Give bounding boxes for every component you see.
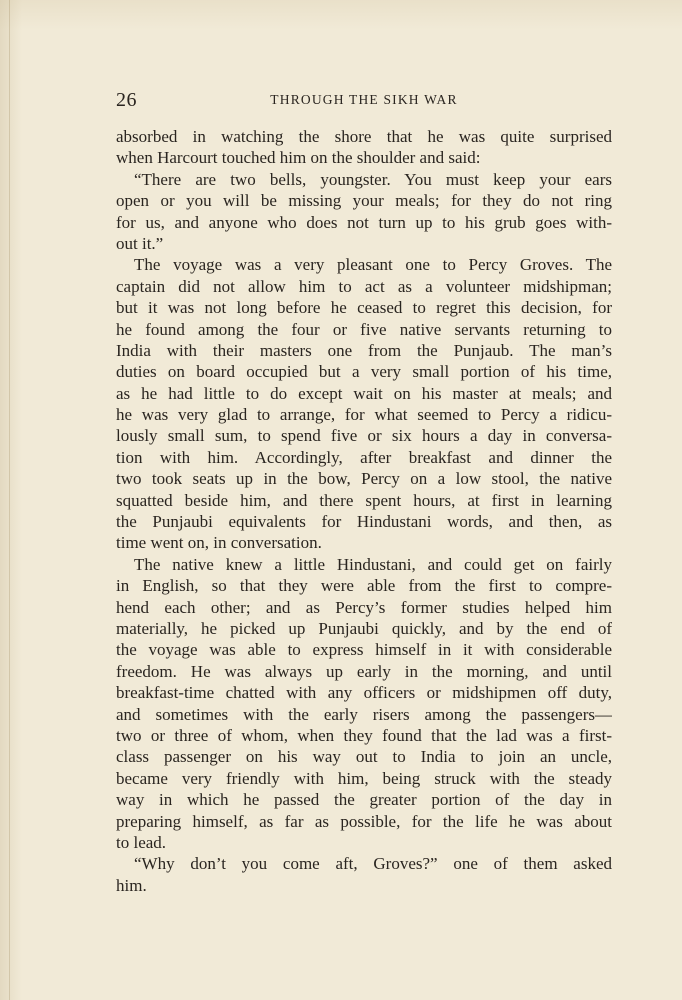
text-line: “There are two bells, youngster. You must keep your ears [134,169,612,189]
text-line: duties on board occupied but a very small portion of his time, [116,362,612,382]
running-head [116,89,612,111]
text-line: out it.” [116,233,164,253]
text-line: freedom. He was always up early in the morning, and until [116,661,612,681]
text-line: time went on, in conversation. [116,533,322,553]
text-line: India with their masters one from the Punjaub. The man’s [116,340,612,360]
running-title: THROUGH THE SIKH WAR [270,92,458,107]
text-line: “Why don’t you come aft, Groves?” one of them asked [134,854,612,874]
text-line: captain did not allow him to act as a volunteer midshipman; [116,276,612,296]
text-line: hend each other; and as Percy’s former studies helped him [116,597,612,617]
text-line: the voyage was able to express himself in it with considerable [116,640,612,660]
text-line: The native knew a little Hindustani, and could get on fairly [134,554,612,574]
text-line: to lead. [116,832,167,852]
text-line: two or three of whom, when they found that the lad was a first- [116,725,612,745]
text-line: lously small sum, to spend five or six hours a day in conversa- [116,426,612,446]
page-number: 26 [116,89,137,111]
text-line: preparing himself, as far as possible, for the life he was about [116,811,612,831]
text-line: two took seats up in the bow, Percy on a low stool, the native [116,469,612,489]
text-line: and sometimes with the early risers among the passengers— [116,704,612,724]
text-line: materially, he picked up Punjaubi quickly, and by the end of [116,618,612,638]
text-line: the Punjaubi equivalents for Hindustani words, and then, as [116,512,612,532]
text-line: way in which he passed the greater portion of the day in [116,790,612,810]
text-line: tion with him. Accordingly, after breakfast and dinner the [116,447,612,467]
text-line: when Harcourt touched him on the shoulder and said: [116,148,481,168]
text-line: absorbed in watching the shore that he was quite surprised [116,127,612,146]
body-text [116,126,612,896]
text-line: in English, so that they were able from the first to compre- [116,576,612,596]
text-line: open or you will be missing your meals; for they do not ring [116,191,612,211]
text-line: he found among the four or five native servants returning to [116,319,612,339]
page-edge-shadow [9,0,10,1000]
text-line: The voyage was a very pleasant one to Percy Groves. The [134,255,612,275]
text-line: for us, and anyone who does not turn up to his grub goes with- [116,212,612,232]
text-line: as he had little to do except wait on his master at meals; and [116,383,612,403]
text-line: became very friendly with him, being struck with the steady [116,768,612,788]
text-line: him. [116,875,147,895]
text-line: but it was not long before he ceased to regret this decision, for [116,298,612,318]
text-line: breakfast-time chatted with any officers or midshipmen off duty, [116,683,612,703]
text-line: he was very glad to arrange, for what seemed to Percy a ridicu- [116,405,612,425]
text-line: class passenger on his way out to India to join an uncle, [116,747,612,767]
text-line: squatted beside him, and there spent hours, at first in learning [116,490,612,510]
